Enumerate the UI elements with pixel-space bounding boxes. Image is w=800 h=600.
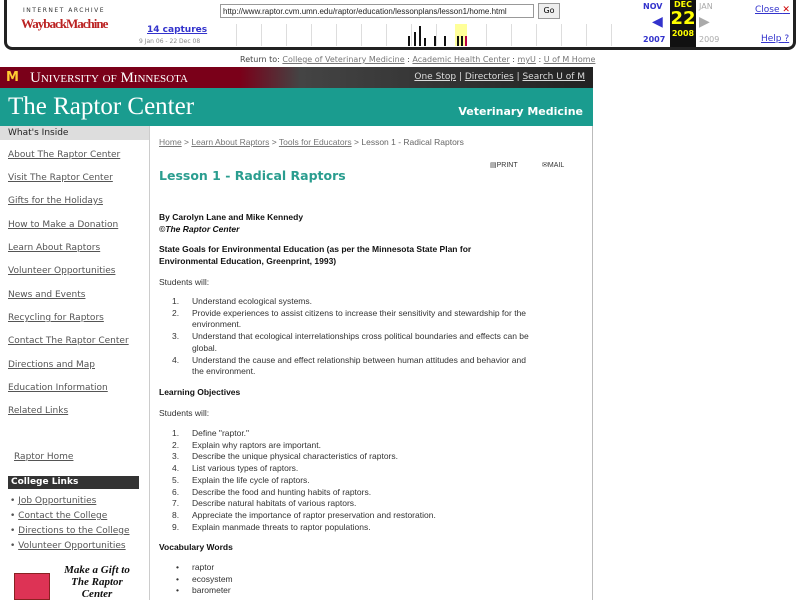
capture-bar[interactable] xyxy=(408,36,410,46)
current-day: 22 xyxy=(670,8,696,29)
site-title[interactable]: The Raptor Center xyxy=(8,93,195,120)
current-year: 2008 xyxy=(671,29,695,38)
sidebar-item[interactable]: Gifts for the Holidays xyxy=(8,196,103,206)
breadcrumb-home[interactable]: Home xyxy=(159,137,182,147)
capture-timeline[interactable] xyxy=(212,24,612,46)
capture-bar[interactable] xyxy=(414,32,416,46)
search-umn-link[interactable]: Search U of M xyxy=(522,72,585,82)
page-title: Lesson 1 - Radical Raptors xyxy=(159,168,346,183)
sidebar-item[interactable]: Related Links xyxy=(8,406,69,416)
objective-item: Describe the food and hunting habits of raptors. xyxy=(192,486,372,497)
breadcrumb-tools[interactable]: Tools for Educators xyxy=(278,137,352,147)
raptor-home-link[interactable]: Raptor Home xyxy=(14,452,74,462)
sidebar-item[interactable]: Volunteer Opportunities xyxy=(8,266,116,276)
link-umn-home[interactable]: U of M Home xyxy=(543,55,596,64)
objectives-heading: Learning Objectives xyxy=(159,387,241,397)
vocab-item: ecosystem xyxy=(192,573,233,584)
bullet-icon: • xyxy=(176,573,179,584)
objective-item: Explain manmade threats to raptor populations. xyxy=(192,521,371,532)
list-number: 6. xyxy=(172,486,180,497)
site-banner xyxy=(0,88,593,126)
gift-banner[interactable] xyxy=(12,563,138,600)
sidebar-header: What's Inside xyxy=(0,126,149,140)
breadcrumb: Home > Learn About Raptors > Tools for Educators > Lesson 1 - Radical Raptors xyxy=(159,137,464,147)
college-link[interactable]: Directions to the College xyxy=(18,526,130,536)
goal-item: environment. xyxy=(192,319,242,330)
next-year: 2009 xyxy=(699,35,720,44)
umn-m-logo-icon: M xyxy=(6,70,19,85)
college-link-item: • Job Opportunities xyxy=(10,496,97,506)
mail-icon[interactable]: ✉ xyxy=(542,162,548,169)
goal-item: Understand the cause and effect relationship between human attitudes and behavior and xyxy=(192,354,526,365)
prev-month[interactable]: NOV xyxy=(643,2,663,11)
close-icon[interactable]: ✕ xyxy=(782,5,790,15)
list-number: 3. xyxy=(172,331,180,342)
mail-button[interactable] xyxy=(542,161,564,169)
list-number: 7. xyxy=(172,498,180,509)
next-month: JAN xyxy=(699,2,713,11)
mail-label[interactable]: MAIL xyxy=(547,162,565,169)
list-number: 8. xyxy=(172,509,180,520)
link-ahc[interactable]: Academic Health Center xyxy=(412,55,510,64)
return-to-label: Return to: xyxy=(240,55,280,64)
goal-item: Understand ecological systems. xyxy=(192,296,313,306)
list-number: 2. xyxy=(172,439,180,450)
link-myu[interactable]: myU xyxy=(517,55,536,64)
capture-bar[interactable] xyxy=(434,36,436,46)
sidebar-item[interactable]: Directions and Map xyxy=(8,360,95,370)
objective-item: Explain the life cycle of raptors. xyxy=(192,474,310,485)
gift-text: Make a Gift to The Raptor Center xyxy=(64,564,130,600)
objective-item: Describe the unique physical characteristics of raptors. xyxy=(192,451,398,462)
prev-arrow-icon[interactable]: ◀ xyxy=(652,14,663,30)
list-number: 2. xyxy=(172,307,180,318)
link-cvm[interactable]: College of Veterinary Medicine xyxy=(282,55,405,64)
gift-box-icon xyxy=(14,573,50,600)
bullet-icon: • xyxy=(176,562,179,572)
objective-item: Define "raptor." xyxy=(192,428,250,438)
college-link[interactable]: Job Opportunities xyxy=(18,496,97,506)
copyright: ©The Raptor Center xyxy=(159,224,240,234)
goal-item: Understand that ecological interrelationships cross political boundaries and effects can be xyxy=(192,331,529,342)
sidebar-item[interactable]: Contact The Raptor Center xyxy=(8,336,129,346)
capture-bar[interactable] xyxy=(465,36,467,46)
list-number: 4. xyxy=(172,463,180,474)
sidebar-item[interactable]: Education Information xyxy=(8,383,108,393)
objective-item: List various types of raptors. xyxy=(192,463,299,474)
go-button[interactable]: Go xyxy=(538,3,560,19)
sidebar-item[interactable]: Visit The Raptor Center xyxy=(8,173,113,183)
college-link-item: • Directions to the College xyxy=(10,526,130,536)
umn-header: M University of Minnesota One Stop | Directories | Search U of M xyxy=(0,67,593,88)
current-month: DEC xyxy=(674,0,692,9)
list-number: 1. xyxy=(172,428,180,438)
list-number: 9. xyxy=(172,521,180,532)
prev-year: 2007 xyxy=(643,35,666,44)
breadcrumb-learn[interactable]: Learn About Raptors xyxy=(191,137,270,147)
print-button[interactable] xyxy=(490,161,518,169)
capture-bar[interactable] xyxy=(457,36,459,46)
vocab-item: raptor xyxy=(192,562,215,572)
college-link-item: • Contact the College xyxy=(10,511,108,521)
objective-item: Describe natural habitats of various raptors. xyxy=(192,498,357,509)
help-link[interactable] xyxy=(761,34,789,44)
capture-bar[interactable] xyxy=(419,26,421,46)
vocab-item: barometer xyxy=(192,585,231,596)
directories-link[interactable]: Directories xyxy=(464,72,514,82)
current-date xyxy=(670,0,696,47)
list-number: 3. xyxy=(172,451,180,462)
wayback-logo-top: INTERNET ARCHIVE xyxy=(23,7,106,14)
sidebar-item[interactable]: Learn About Raptors xyxy=(8,243,101,253)
wayback-toolbar xyxy=(4,0,796,50)
close-link[interactable] xyxy=(755,5,790,15)
college-link-item: • Volunteer Opportunities xyxy=(10,541,126,551)
goals-heading-cont: Environmental Education, Greenprint, 1993) xyxy=(159,256,337,266)
sidebar-item[interactable]: How to Make a Donation xyxy=(8,220,119,230)
capture-bar[interactable] xyxy=(461,36,463,46)
capture-bar[interactable] xyxy=(444,36,446,46)
one-stop-link[interactable]: One Stop xyxy=(414,72,457,82)
return-to-bar: Return to: College of Veterinary Medicine : Academic Health Center : myU : U of M Home xyxy=(240,55,596,64)
list-number: 5. xyxy=(172,474,180,485)
breadcrumb-current: Lesson 1 - Radical Raptors xyxy=(361,137,464,147)
capture-bar[interactable] xyxy=(424,38,426,46)
printer-icon[interactable]: ▤ xyxy=(490,162,497,169)
goals-heading: State Goals for Environmental Education (as per the Minnesota State Plan for xyxy=(159,244,472,254)
list-number: 1. xyxy=(172,296,180,306)
captures-link[interactable]: 14 captures xyxy=(147,25,208,35)
help-label[interactable]: Help xyxy=(761,34,782,44)
sidebar-item[interactable]: About The Raptor Center xyxy=(8,150,121,160)
sidebar-item[interactable]: Recycling for Raptors xyxy=(8,313,104,323)
umn-title[interactable]: University of Minnesota xyxy=(30,70,188,86)
main-content xyxy=(150,126,593,600)
bullet-icon: • xyxy=(176,585,179,596)
site-subtitle: Veterinary Medicine xyxy=(458,105,583,118)
students-will: Students will: xyxy=(159,408,210,418)
college-link[interactable]: Volunteer Opportunities xyxy=(18,541,126,551)
vocab-heading: Vocabulary Words xyxy=(159,542,233,552)
college-links-header: College Links xyxy=(8,476,139,489)
list-number: 4. xyxy=(172,354,180,365)
sidebar-item[interactable]: News and Events xyxy=(8,290,86,300)
help-icon[interactable]: ? xyxy=(784,34,790,44)
objective-item: Explain why raptors are important. xyxy=(192,439,321,450)
print-label[interactable]: PRINT xyxy=(496,162,518,169)
wayback-logo[interactable]: WaybackMachine xyxy=(21,16,108,31)
objective-item: Appreciate the importance of raptor preservation and restoration. xyxy=(192,509,436,520)
students-will: Students will: xyxy=(159,277,210,287)
captures-range: 9 Jan 06 - 22 Dec 08 xyxy=(139,38,201,45)
close-label[interactable]: Close xyxy=(755,5,780,15)
goal-item: global. xyxy=(192,342,218,353)
goal-item: the environment. xyxy=(192,366,256,377)
goal-item: Provide experiences to assist citizens to increase their sensitivity and stewardship for the xyxy=(192,307,527,318)
authors: By Carolyn Lane and Mike Kennedy xyxy=(159,212,304,222)
college-link[interactable]: Contact the College xyxy=(18,511,108,521)
next-arrow-icon: ▶ xyxy=(699,14,710,30)
url-input[interactable]: http://www.raptor.cvm.umn.edu/raptor/education/lessonplans/lesson1/home.html xyxy=(220,4,534,18)
